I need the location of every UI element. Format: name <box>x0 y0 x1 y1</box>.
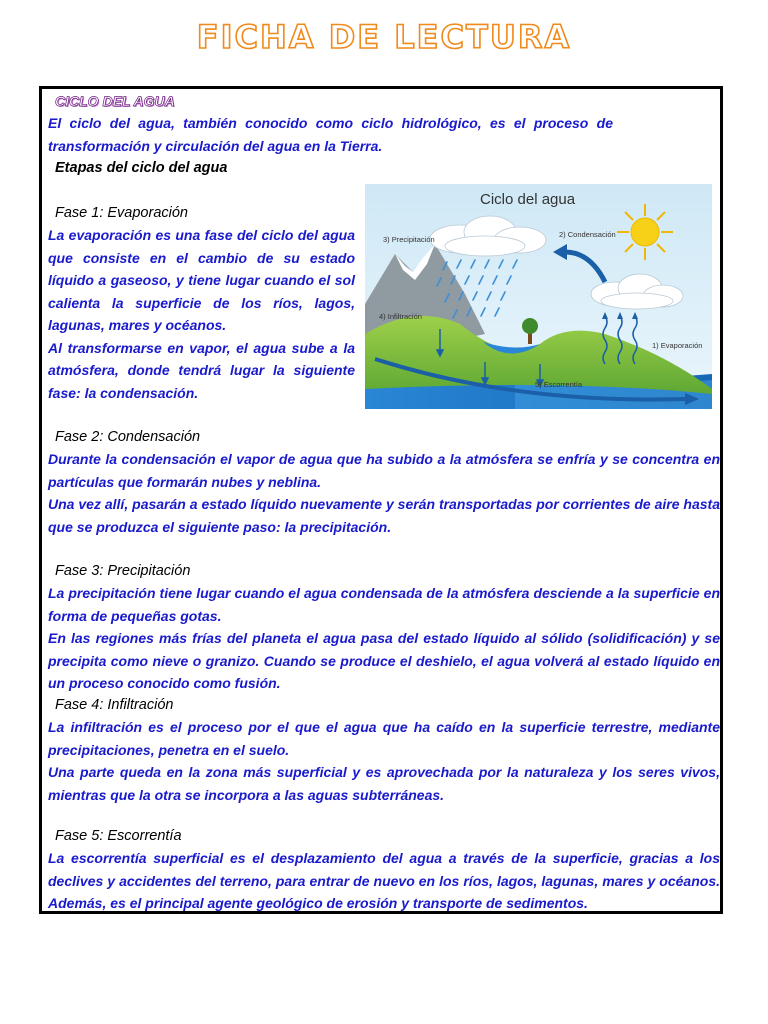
phase-4-paragraph-2: Una parte queda en la zona más superficial y es aprovechada por la naturaleza y los seres vivos, mientras que la otra se incorpora a las aguas subterráneas. <box>48 764 720 803</box>
label-evaporacion: 1) Evaporación <box>652 341 703 350</box>
page-title: FICHA DE LECTURA <box>196 18 572 56</box>
phase-2-text <box>48 448 720 538</box>
water-cycle-diagram <box>365 184 712 409</box>
diagram-title: Ciclo del agua <box>480 191 576 208</box>
phase-5-heading: Fase 5: Escorrentía <box>55 828 182 844</box>
phase-4-text <box>48 716 720 806</box>
section-title: CICLO DEL AGUA <box>55 93 175 109</box>
intro-paragraph: El ciclo del agua, también conocido como ciclo hidrológico, es el proceso de transformación y circulación del agua en la Tierra. <box>48 115 613 154</box>
phase-1-paragraph-2: Al transformarse en vapor, el agua sube a la atmósfera, donde tendrá lugar la siguiente fase: la condensación. <box>48 339 355 401</box>
phase-3-paragraph-2: En las regiones más frías del planeta el agua pasa del estado líquido al sólido (solidificación) y se precipita como nieve o granizo. Cuando se produce el deshielo, el agua volverá al estado líquido en un proceso conocido como fusión. <box>48 630 720 691</box>
phase-3-heading: Fase 3: Precipitación <box>55 563 191 579</box>
phase-2-heading: Fase 2: Condensación <box>55 429 201 445</box>
phase-5-text <box>48 847 720 915</box>
phase-1-text <box>48 224 355 404</box>
phase-1-heading: Fase 1: Evaporación <box>55 205 188 221</box>
phase-3-paragraph-1: La precipitación tiene lugar cuando el agua condensada de la atmósfera desciende a la superficie en forma de pequeñas gotas. <box>48 585 720 624</box>
phase-3-text <box>48 582 720 695</box>
label-condensacion: 2) Condensación <box>559 230 616 239</box>
phase-4-paragraph-1: La infiltración es el proceso por el que el agua que ha caído en la superficie terrestre, mediante precipitaciones, penetra en el suelo. <box>48 719 720 758</box>
stages-heading: Etapas del ciclo del agua <box>55 160 228 176</box>
label-escorrentia: 5) Escorrentía <box>535 380 583 389</box>
phase-5-paragraph-1: La escorrentía superficial es el desplazamiento del agua a través de la superficie, gracias a los declives y accidentes del terreno, para entrar de nuevo en los ríos, lagos, lagunas, mares y océanos. Además, es el principal agente geológico de erosión y transporte de sedimentos. <box>48 850 720 911</box>
phase-4-heading: Fase 4: Infiltración <box>55 697 174 713</box>
phase-2-paragraph-1: Durante la condensación el vapor de agua que ha subido a la atmósfera se enfría y se concentra en partículas que formarán nubes y neblina. <box>48 451 720 490</box>
phase-1-paragraph-1: La evaporación es una fase del ciclo del agua que consiste en el cambio de su estado líquido a gaseoso, y tiene lugar cuando el sol calienta la superficie de los ríos, lagos, lagunas, mares y océanos. <box>48 227 355 333</box>
phase-2-paragraph-2: Una vez allí, pasarán a estado líquido nuevamente y serán transportadas por corrientes de aire hasta que se produzca el siguiente paso: la precipitación. <box>48 496 720 535</box>
label-infiltracion: 4) Infiltración <box>379 312 422 321</box>
label-precipitacion: 3) Precipitación <box>383 235 435 244</box>
water-cycle-illustration <box>365 184 712 409</box>
